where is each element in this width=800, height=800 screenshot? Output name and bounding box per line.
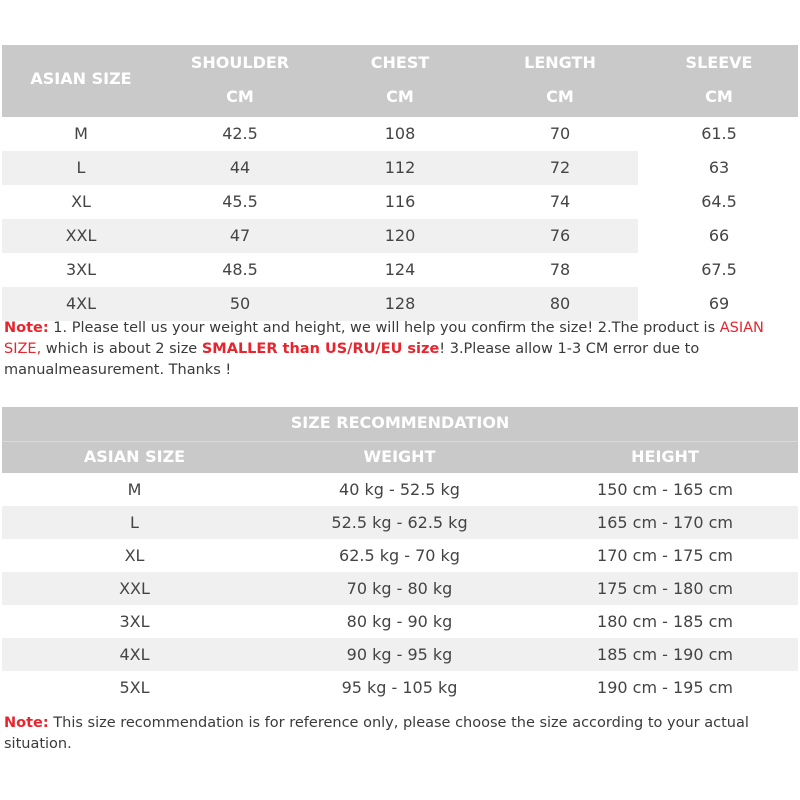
rec-height-cell: 165 cm - 170 cm	[597, 513, 733, 532]
size-cell: 4XL	[65, 294, 97, 313]
header-shoulder: SHOULDER	[190, 53, 290, 72]
sleeve-cell: 63	[708, 158, 730, 177]
length-cell: 76	[549, 226, 571, 245]
sleeve-cell: 66	[708, 226, 730, 245]
header-asian-size: ASIAN SIZE	[30, 69, 132, 88]
rec-row-xl	[2, 539, 798, 572]
sleeve-cell: 69	[708, 294, 730, 313]
size-row-l	[2, 151, 798, 185]
shoulder-cell: 44	[229, 158, 251, 177]
note2-label: Note:	[4, 715, 49, 731]
rec-weight-cell: 90 kg - 95 kg	[346, 645, 453, 664]
rec-header-height: HEIGHT	[631, 447, 699, 466]
note-asian-size-highlight: ASIAN SIZE,	[4, 320, 764, 357]
rec-size-cell: 5XL	[119, 678, 150, 697]
rec-height-cell: 170 cm - 175 cm	[597, 546, 733, 565]
sleeve-cell: 67.5	[701, 260, 737, 279]
rec-weight-cell: 70 kg - 80 kg	[346, 579, 453, 598]
header-length: LENGTH	[524, 53, 596, 72]
rec-size-cell: 3XL	[119, 612, 150, 631]
header-divider	[2, 441, 798, 442]
rec-size-cell: M	[127, 480, 142, 499]
rec-header-weight: WEIGHT	[363, 447, 436, 466]
chest-cell: 108	[384, 124, 416, 143]
rec-weight-cell: 40 kg - 52.5 kg	[339, 480, 460, 499]
rec-row-xxl	[2, 572, 798, 605]
length-cell: 72	[549, 158, 571, 177]
shoulder-cell: 42.5	[222, 124, 258, 143]
rec-weight-cell: 80 kg - 90 kg	[346, 612, 453, 631]
chest-cell: 120	[384, 226, 416, 245]
note-text-3: ! 3.Please allow 1-3 CM error due to manualmeasurement. Thanks !	[4, 341, 700, 378]
rec-row-4xl	[2, 638, 798, 671]
header-chest-unit: CM	[386, 87, 414, 106]
rec-height-cell: 185 cm - 190 cm	[597, 645, 733, 664]
size-recommendation-table	[2, 407, 798, 704]
length-cell: 70	[549, 124, 571, 143]
recommendation-note	[4, 713, 774, 755]
recommendation-header	[2, 407, 798, 473]
size-cell: M	[74, 124, 88, 143]
note-text-1: 1. Please tell us your weight and height, we will help you confirm the size! 2.The product is	[48, 320, 720, 336]
length-cell: 78	[549, 260, 571, 279]
rec-row-l	[2, 506, 798, 539]
chest-cell: 124	[384, 260, 416, 279]
shoulder-cell: 48.5	[222, 260, 258, 279]
size-cell: 3XL	[65, 260, 97, 279]
rec-height-cell: 180 cm - 185 cm	[597, 612, 733, 631]
shoulder-cell: 50	[229, 294, 251, 313]
rec-size-cell: XXL	[119, 579, 150, 598]
sleeve-cell: 64.5	[701, 192, 737, 211]
size-cell: XXL	[65, 226, 97, 245]
note2-text: This size recommendation is for reference only, please choose the size according to your actual situation.	[4, 715, 749, 752]
size-row-m	[2, 117, 798, 151]
chest-cell: 116	[384, 192, 416, 211]
size-chart-header	[2, 45, 798, 117]
rec-height-cell: 190 cm - 195 cm	[597, 678, 733, 697]
sleeve-cell: 61.5	[701, 124, 737, 143]
header-sleeve: SLEEVE	[685, 53, 753, 72]
rec-weight-cell: 95 kg - 105 kg	[341, 678, 458, 697]
size-cell: L	[76, 158, 86, 177]
chest-cell: 128	[384, 294, 416, 313]
recommendation-title: SIZE RECOMMENDATION	[290, 413, 510, 432]
rec-height-cell: 150 cm - 165 cm	[597, 480, 733, 499]
rec-header-asian-size: ASIAN SIZE	[83, 447, 186, 466]
size-row-xl	[2, 185, 798, 219]
length-cell: 74	[549, 192, 571, 211]
chest-cell: 112	[384, 158, 416, 177]
shoulder-cell: 47	[229, 226, 251, 245]
note-label: Note:	[4, 320, 49, 336]
header-length-unit: CM	[546, 87, 574, 106]
note-text-2: which is about 2 size	[41, 341, 202, 357]
rec-row-3xl	[2, 605, 798, 638]
size-cell: XL	[71, 192, 91, 211]
rec-size-cell: XL	[124, 546, 145, 565]
rec-weight-cell: 62.5 kg - 70 kg	[339, 546, 460, 565]
header-chest: CHEST	[370, 53, 430, 72]
size-row-3xl	[2, 253, 798, 287]
shoulder-cell: 45.5	[222, 192, 258, 211]
rec-row-m	[2, 473, 798, 506]
rec-height-cell: 175 cm - 180 cm	[597, 579, 733, 598]
size-row-xxl	[2, 219, 798, 253]
rec-size-cell: L	[130, 513, 139, 532]
note-smaller-highlight: SMALLER than US/RU/EU size	[201, 341, 440, 357]
length-cell: 80	[549, 294, 571, 313]
rec-size-cell: 4XL	[119, 645, 150, 664]
size-chart-table	[2, 45, 798, 321]
rec-weight-cell: 52.5 kg - 62.5 kg	[331, 513, 468, 532]
header-shoulder-unit: CM	[226, 87, 254, 106]
header-sleeve-unit: CM	[705, 87, 733, 106]
rec-row-5xl	[2, 671, 798, 704]
size-row-4xl	[2, 287, 798, 321]
size-note	[4, 318, 796, 381]
